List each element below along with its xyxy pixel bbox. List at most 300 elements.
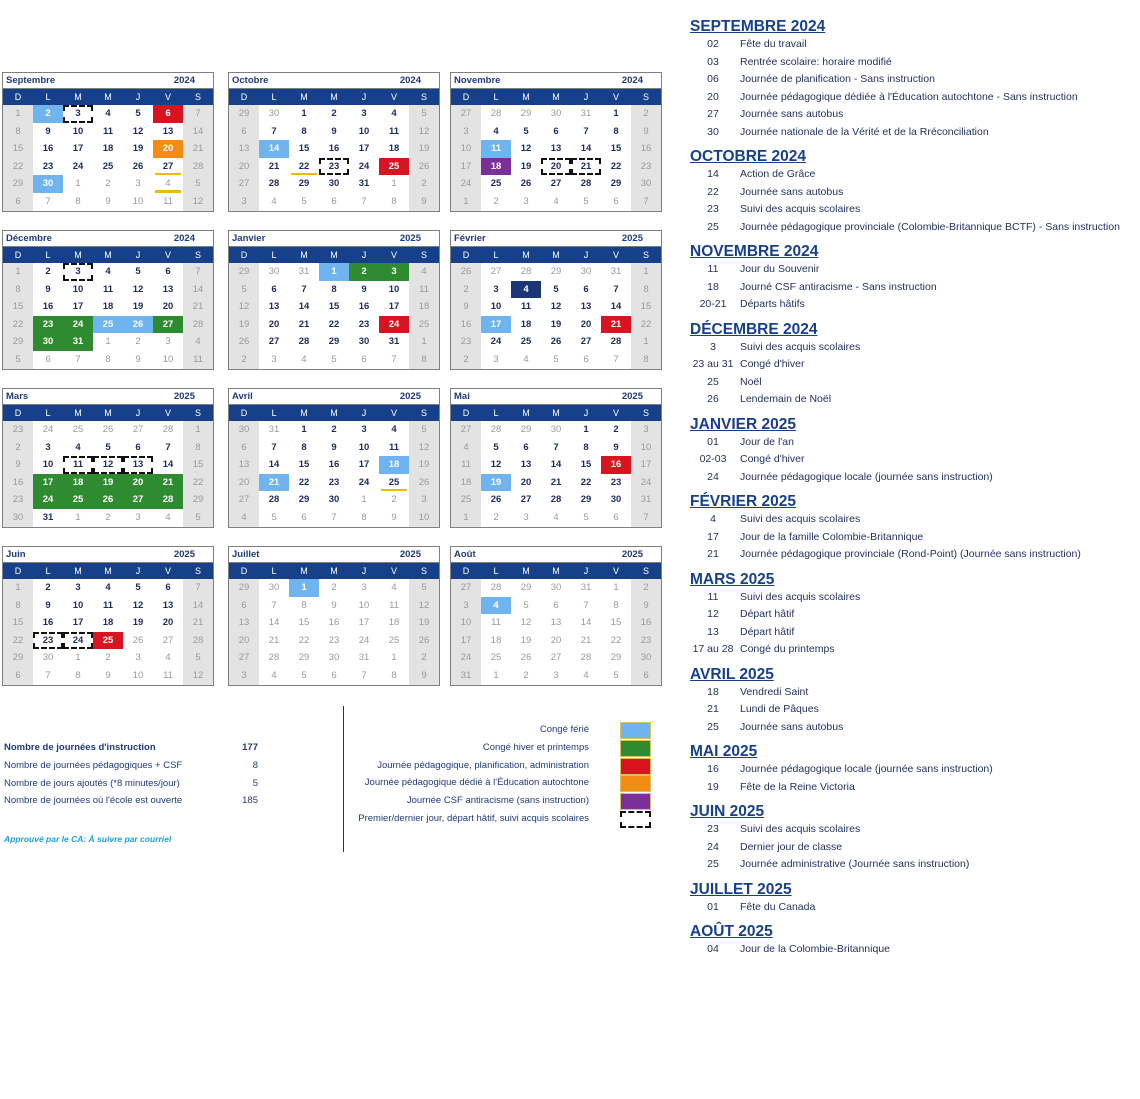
- day-cell: 12: [183, 667, 213, 685]
- week-row: [3, 175, 213, 193]
- day-cell: 8: [3, 123, 33, 141]
- weekday-label: D: [14, 250, 22, 260]
- week-row: [229, 491, 439, 509]
- day-cell: 3: [379, 263, 409, 281]
- event-description: Dernier jour de classe: [740, 840, 843, 853]
- legend-label: Congé férié: [539, 724, 589, 735]
- event-description: Jour du Souvenir: [740, 263, 820, 275]
- day-cell: 25: [72, 424, 84, 435]
- day-cell: 26: [123, 316, 153, 334]
- event-description: Journée administrative (Journée sans instruction): [740, 858, 970, 870]
- day-cell: 9: [391, 511, 397, 523]
- event-date: 25: [707, 375, 719, 388]
- month-title: [451, 547, 661, 563]
- day-cell: 6: [3, 193, 33, 211]
- event-description: Jour de la Colombie-Britannique: [740, 943, 890, 955]
- day-cell: 20: [153, 140, 183, 158]
- day-cell: 10: [451, 140, 481, 158]
- event-date: 21: [707, 703, 719, 715]
- day-cell: 11: [389, 599, 399, 611]
- day-cell: 5: [553, 353, 559, 365]
- weekday-label: S: [642, 92, 649, 102]
- day-cell: 23: [610, 476, 622, 488]
- event-date: 14: [707, 168, 719, 180]
- day-cell: 11: [388, 441, 400, 453]
- day-cell: 24: [358, 476, 370, 488]
- weekday-label: J: [583, 408, 589, 418]
- day-cell: 28: [580, 178, 592, 190]
- day-cell: 26: [550, 336, 562, 348]
- day-cell: 8: [361, 511, 367, 523]
- month-title: [451, 231, 661, 247]
- day-cell: 29: [520, 582, 532, 593]
- day-cell: 5: [183, 509, 213, 527]
- week-row: [3, 263, 213, 281]
- day-cell: 4: [105, 266, 111, 277]
- event-date: 22: [707, 185, 719, 198]
- event-description: Départ hâtif: [740, 608, 795, 620]
- event-row: [690, 899, 1138, 917]
- day-cell: 1: [301, 424, 307, 435]
- event-date: 23: [707, 203, 719, 215]
- weekday-header: [229, 405, 439, 421]
- month-calendar: [450, 546, 662, 686]
- event-row: [690, 606, 1138, 624]
- day-cell: 6: [361, 353, 367, 365]
- day-cell: 20: [229, 474, 259, 492]
- day-cell: 15: [631, 298, 661, 316]
- day-cell: 24: [490, 336, 502, 348]
- day-cell: 24: [63, 316, 93, 334]
- day-cell: 12: [229, 298, 259, 316]
- day-cell: 8: [75, 195, 81, 207]
- day-cell: 14: [550, 459, 562, 471]
- day-cell: 6: [583, 283, 589, 295]
- day-cell: 3: [493, 353, 499, 365]
- week-row: [229, 333, 439, 351]
- week-row: [451, 298, 661, 316]
- day-cell: 8: [613, 125, 619, 137]
- week-row: [451, 579, 661, 597]
- event-month-heading: MAI 2025: [690, 743, 758, 760]
- weekday-header: [3, 247, 213, 263]
- stat-label: Nombre de journées pédagogiques + CSF: [4, 759, 183, 771]
- month-name: Septembre: [6, 75, 56, 86]
- day-cell: 27: [229, 175, 259, 193]
- day-cell: 27: [162, 634, 174, 646]
- day-cell: 5: [613, 669, 619, 681]
- month-year: 2024: [173, 233, 195, 244]
- day-cell: 24: [63, 632, 93, 650]
- day-cell: 17: [33, 474, 63, 492]
- weekday-label: V: [612, 92, 619, 102]
- week-row: [3, 649, 213, 667]
- weekday-header: [451, 89, 661, 105]
- event-row: [690, 296, 1138, 314]
- stat-value: 185: [242, 795, 258, 807]
- weekday-label: M: [300, 250, 308, 260]
- day-cell: 29: [3, 175, 33, 193]
- weekday-label: M: [104, 408, 112, 418]
- day-cell: 22: [580, 476, 592, 488]
- event-description: Suivi des acquis scolaires: [740, 340, 861, 353]
- legend-row: [345, 793, 655, 811]
- day-cell: 12: [132, 599, 144, 611]
- day-cell: 4: [391, 424, 397, 435]
- weekday-label: J: [135, 250, 141, 260]
- day-cell: 9: [135, 353, 141, 365]
- day-cell: 8: [3, 281, 33, 299]
- day-cell: 6: [135, 441, 141, 453]
- day-cell: 19: [550, 318, 562, 330]
- event-description: Jour de la famille Colombie-Britannique: [740, 530, 924, 543]
- day-cell: 4: [553, 511, 559, 523]
- weekday-label: L: [45, 250, 51, 260]
- day-cell: 14: [183, 597, 213, 615]
- day-cell: 9: [613, 441, 619, 453]
- day-cell: 29: [229, 579, 259, 597]
- day-cell: 29: [580, 494, 592, 506]
- week-row: [3, 140, 213, 158]
- event-row: [690, 166, 1138, 184]
- day-cell: 28: [580, 652, 592, 664]
- day-cell: 27: [123, 491, 153, 509]
- day-cell: 18: [388, 143, 400, 155]
- day-cell: 9: [361, 283, 367, 295]
- day-cell: 7: [553, 441, 559, 453]
- day-cell: 5: [493, 441, 499, 453]
- day-cell: 1: [3, 579, 33, 597]
- week-row: [229, 509, 439, 527]
- legend-label: Congé hiver et printemps: [482, 741, 589, 753]
- day-cell: 1: [105, 336, 111, 348]
- day-cell: 31: [42, 511, 54, 523]
- day-cell: 20: [541, 158, 571, 176]
- day-cell: 20: [550, 634, 562, 646]
- day-cell: 18: [379, 456, 409, 474]
- week-row: [3, 667, 213, 685]
- day-cell: 4: [391, 108, 397, 119]
- day-cell: 3: [523, 195, 529, 207]
- weekday-label: V: [164, 250, 171, 260]
- event-row: [690, 589, 1138, 607]
- day-cell: 25: [93, 632, 123, 650]
- day-cell: 30: [550, 108, 562, 119]
- green-swatch: [620, 740, 651, 757]
- day-cell: 31: [610, 266, 622, 277]
- event-date: 25: [707, 858, 719, 870]
- day-cell: 9: [331, 599, 337, 611]
- event-date: 17 au 28: [692, 643, 734, 655]
- day-cell: 20: [162, 301, 174, 313]
- day-cell: 4: [271, 669, 277, 681]
- day-cell: 25: [490, 178, 502, 190]
- day-cell: 6: [631, 667, 661, 685]
- day-cell: 1: [3, 263, 33, 281]
- event-description: Journée pédagogique provinciale (Colombie-Britannique BCTF) - Sans instruction: [740, 220, 1120, 233]
- day-cell: 8: [631, 281, 661, 299]
- day-cell: 18: [63, 474, 93, 492]
- day-cell: 24: [33, 491, 63, 509]
- day-cell: 17: [451, 632, 481, 650]
- week-row: [451, 175, 661, 193]
- weekday-label: J: [361, 250, 367, 260]
- day-cell: 27: [153, 316, 183, 334]
- day-cell: 5: [105, 441, 111, 453]
- week-row: [3, 316, 213, 334]
- day-cell: 9: [45, 125, 51, 137]
- day-cell: 3: [361, 582, 367, 593]
- weekday-label: J: [583, 566, 589, 576]
- day-cell: 5: [553, 283, 559, 295]
- day-cell: 28: [298, 336, 310, 348]
- day-cell: 1: [613, 582, 619, 593]
- day-cell: 4: [229, 509, 259, 527]
- day-cell: 28: [268, 652, 280, 664]
- day-cell: 31: [388, 336, 400, 348]
- day-cell: 1: [451, 509, 481, 527]
- event-date: 02: [707, 38, 719, 50]
- day-cell: 26: [490, 494, 502, 506]
- day-cell: 23: [451, 333, 481, 351]
- day-cell: 17: [451, 158, 481, 176]
- week-row: [451, 140, 661, 158]
- weekday-label: S: [194, 250, 201, 260]
- month-name: Novembre: [454, 75, 501, 86]
- event-month-heading: JUILLET 2025: [690, 880, 792, 898]
- weekday-label: L: [45, 408, 51, 418]
- day-cell: 6: [553, 599, 559, 611]
- weekday-label: V: [390, 250, 397, 260]
- month-year: 2024: [621, 75, 643, 86]
- day-cell: 26: [93, 491, 123, 509]
- day-cell: 7: [361, 195, 367, 207]
- day-cell: 6: [229, 439, 259, 457]
- week-row: [229, 175, 439, 193]
- day-cell: 7: [331, 511, 337, 523]
- week-row: [3, 158, 213, 176]
- day-cell: 3: [361, 108, 367, 119]
- week-row: [451, 281, 661, 299]
- day-cell: 6: [229, 597, 259, 615]
- day-cell: 26: [520, 652, 532, 664]
- day-cell: 1: [289, 579, 319, 597]
- week-row: [3, 632, 213, 650]
- day-cell: 10: [72, 283, 84, 295]
- day-cell: 1: [409, 333, 439, 351]
- day-cell: 2: [105, 652, 111, 664]
- day-cell: 25: [451, 491, 481, 509]
- day-cell: 6: [523, 441, 529, 453]
- event-row: [690, 701, 1138, 719]
- day-cell: 29: [610, 652, 622, 664]
- month-year: 2024: [399, 75, 421, 86]
- day-cell: 17: [481, 316, 511, 334]
- month-name: Février: [454, 233, 486, 244]
- week-row: [451, 421, 661, 439]
- day-cell: 29: [298, 178, 310, 190]
- day-cell: 30: [328, 178, 340, 190]
- day-cell: 7: [271, 441, 277, 453]
- day-cell: 9: [631, 123, 661, 141]
- event-description: Journée pédagogique dédiée à l'Éducation autochtone - Sans instruction: [740, 90, 1078, 103]
- event-description: Vendredi Saint: [740, 685, 809, 698]
- stat-row: [4, 776, 264, 794]
- event-description: Départ hâtif: [740, 625, 795, 638]
- day-cell: 12: [409, 439, 439, 457]
- day-cell: 1: [319, 263, 349, 281]
- week-row: [229, 123, 439, 141]
- month-year: 2025: [399, 549, 421, 560]
- weekday-label: S: [420, 92, 427, 102]
- weekday-label: L: [493, 92, 499, 102]
- weekday-header: [451, 247, 661, 263]
- day-cell: 8: [183, 439, 213, 457]
- day-cell: 26: [102, 424, 114, 435]
- week-row: [451, 105, 661, 123]
- week-row: [451, 632, 661, 650]
- event-month-heading: FÉVRIER 2025: [690, 493, 796, 510]
- day-cell: 16: [328, 143, 340, 155]
- day-cell: 3: [63, 105, 93, 123]
- day-cell: 20: [162, 617, 174, 629]
- week-row: [3, 193, 213, 211]
- day-cell: 26: [520, 178, 532, 190]
- day-cell: 1: [631, 263, 661, 281]
- day-cell: 27: [550, 178, 562, 190]
- day-cell: 18: [388, 617, 400, 629]
- day-cell: 25: [102, 160, 114, 172]
- day-cell: 2: [331, 108, 337, 119]
- day-cell: 15: [298, 459, 310, 471]
- day-cell: 11: [183, 351, 213, 369]
- week-row: [229, 281, 439, 299]
- day-cell: 3: [75, 582, 81, 593]
- day-cell: 28: [490, 108, 502, 119]
- month-name: Décembre: [6, 233, 52, 244]
- day-cell: 30: [580, 266, 592, 277]
- day-cell: 2: [613, 424, 619, 435]
- event-date: 01: [707, 900, 719, 913]
- day-cell: 10: [409, 509, 439, 527]
- day-cell: 28: [183, 316, 213, 334]
- weekday-label: D: [462, 92, 470, 102]
- event-date: 23 au 31: [692, 358, 734, 370]
- day-cell: 11: [63, 456, 93, 474]
- day-cell: 22: [3, 158, 33, 176]
- day-cell: 30: [3, 509, 33, 527]
- event-description: Congé d'hiver: [740, 358, 805, 370]
- event-description: Journée sans autobus: [740, 185, 844, 198]
- day-cell: 7: [183, 263, 213, 281]
- event-description: Rentrée scolaire: horaire modifié: [740, 55, 892, 68]
- event-row: [690, 374, 1138, 392]
- day-cell: 29: [229, 105, 259, 123]
- day-cell: 2: [451, 281, 481, 299]
- event-date: 24: [707, 840, 719, 853]
- day-cell: 25: [379, 158, 409, 176]
- event-date: 17: [707, 530, 719, 543]
- event-month-heading: DÉCEMBRE 2024: [690, 320, 818, 338]
- day-cell: 2: [631, 579, 661, 597]
- day-cell: 3: [451, 597, 481, 615]
- day-cell: 11: [102, 599, 114, 611]
- event-date: 13: [707, 625, 719, 638]
- event-description: Lendemain de Noël: [740, 393, 832, 405]
- day-cell: 4: [183, 333, 213, 351]
- day-cell: 29: [229, 263, 259, 281]
- day-cell: 21: [183, 298, 213, 316]
- day-cell: 3: [271, 353, 277, 365]
- day-cell: 2: [349, 263, 379, 281]
- day-cell: 8: [301, 599, 307, 611]
- day-cell: 24: [451, 175, 481, 193]
- day-cell: 6: [613, 195, 619, 207]
- day-cell: 31: [298, 266, 310, 277]
- day-cell: 16: [328, 459, 340, 471]
- day-cell: 20: [123, 474, 153, 492]
- day-cell: 31: [268, 424, 280, 435]
- weekday-label: L: [493, 566, 499, 576]
- day-cell: 1: [583, 424, 589, 435]
- weekday-label: S: [194, 566, 201, 576]
- day-cell: 7: [391, 353, 397, 365]
- event-row: [690, 684, 1138, 702]
- weekday-label: V: [164, 92, 171, 102]
- event-description: Journé CSF antiracisme - Sans instruction: [740, 280, 937, 293]
- day-cell: 27: [580, 336, 592, 348]
- day-cell: 21: [153, 474, 183, 492]
- day-cell: 2: [493, 195, 499, 207]
- day-cell: 18: [520, 318, 532, 330]
- day-cell: 13: [162, 283, 174, 295]
- weekday-label: M: [552, 566, 560, 576]
- day-cell: 4: [75, 441, 81, 453]
- day-cell: 7: [183, 105, 213, 123]
- day-cell: 10: [388, 283, 400, 295]
- day-cell: 3: [451, 123, 481, 141]
- day-cell: 4: [271, 195, 277, 207]
- day-cell: 11: [491, 617, 501, 629]
- event-date: 18: [707, 280, 719, 293]
- event-date: 03: [707, 55, 719, 68]
- day-cell: 1: [75, 178, 81, 190]
- day-cell: 4: [493, 125, 499, 137]
- day-cell: 5: [331, 353, 337, 365]
- day-cell: 25: [388, 634, 400, 646]
- event-row: [690, 339, 1138, 357]
- stat-label: Nombre de jours ajoutés (*8 minutes/jour): [4, 777, 180, 789]
- day-cell: 23: [33, 632, 63, 650]
- weekday-label: M: [522, 92, 530, 102]
- day-cell: 21: [268, 160, 280, 172]
- day-cell: 30: [631, 649, 661, 667]
- weekday-label: M: [330, 566, 338, 576]
- day-cell: 12: [520, 617, 532, 629]
- event-description: Suivi des acquis scolaires: [740, 823, 861, 835]
- day-cell: 9: [105, 195, 111, 207]
- purple-swatch: [620, 793, 651, 810]
- weekday-label: D: [14, 92, 22, 102]
- day-cell: 28: [550, 494, 562, 506]
- weekday-label: S: [194, 92, 201, 102]
- day-cell: 4: [391, 582, 397, 593]
- day-cell: 16: [601, 456, 631, 474]
- day-cell: 27: [451, 421, 481, 439]
- day-cell: 26: [409, 474, 439, 492]
- day-cell: 27: [520, 494, 532, 506]
- day-cell: 3: [135, 652, 141, 664]
